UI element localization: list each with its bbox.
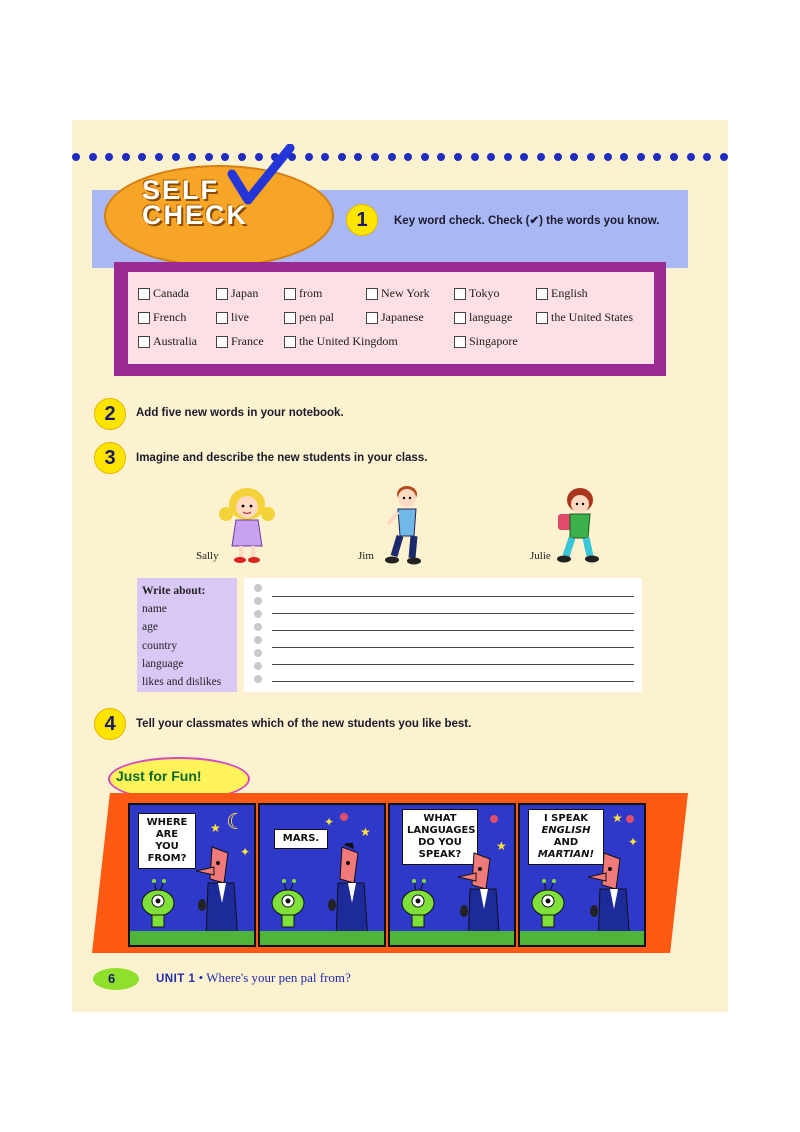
writing-line[interactable] [272,630,634,631]
word-item[interactable]: English [536,286,588,301]
checkbox[interactable] [454,312,466,324]
planet-icon [490,815,498,823]
checkbox[interactable] [138,336,150,348]
checkbox[interactable] [216,288,228,300]
question-number-2: 2 [94,398,126,430]
checkbox[interactable] [454,336,466,348]
bullet-icon [254,597,262,605]
checkmark-icon [226,144,296,208]
star-icon: ★ [496,839,507,853]
alien-icon [270,879,306,931]
write-about-item: name [142,603,167,616]
writing-line[interactable] [272,664,634,665]
dotted-divider [72,150,728,164]
checkbox[interactable] [138,288,150,300]
question-1-text: Key word check. Check (✔) the words you know. [394,215,660,227]
page-number: 6 [108,971,116,986]
grass-ground [390,931,514,945]
planet-icon [340,813,348,821]
word-item[interactable]: French [138,310,186,325]
footer-unit-title [156,970,351,986]
checkbox[interactable] [138,312,150,324]
word-item[interactable]: language [454,310,512,325]
question-3-text: Imagine and describe the new students in your class. [136,452,428,464]
writing-line[interactable] [272,647,634,648]
bullet-icon [254,649,262,657]
girl-sally-illustration [218,484,276,566]
star-icon: ★ [612,811,623,825]
star-icon: ✦ [628,835,639,849]
bullet-icon [254,623,262,631]
student-name: Julie [530,550,551,562]
alien-icon [140,879,176,931]
boy-jim-illustration [380,482,430,568]
question-number-1: 1 [346,204,378,236]
man-reporter-icon [324,843,380,943]
word-item[interactable]: from [284,286,322,301]
comic-panel-1 [128,803,256,947]
alien-icon [530,879,566,931]
word-item[interactable]: the United States [536,310,633,325]
word-item[interactable]: pen pal [284,310,334,325]
student-name: Sally [196,550,219,562]
self-check-title: SELF CHECK [142,175,249,230]
grass-ground [520,931,644,945]
unit-label: UNIT 1 [156,973,196,985]
write-about-list [142,582,221,691]
star-icon: ★ [360,825,371,839]
checkbox[interactable] [536,288,548,300]
checkbox[interactable] [216,312,228,324]
checkbox[interactable] [366,288,378,300]
checkbox[interactable] [366,312,378,324]
bullet-icon [254,636,262,644]
moon-icon: ☾ [226,809,246,834]
student-name: Jim [358,550,374,562]
word-item[interactable]: Canada [138,286,189,301]
page-number-badge [93,968,139,990]
bullet-icon [254,584,262,592]
grass-ground [130,931,254,945]
write-about-item: age [142,621,158,634]
man-reporter-icon [194,843,250,943]
question-2-text: Add five new words in your notebook. [136,407,344,419]
word-item[interactable]: France [216,334,264,349]
write-about-item: country [142,639,178,652]
question-4-text: Tell your classmates which of the new students you like best. [136,718,472,730]
word-item[interactable]: Singapore [454,334,518,349]
checkbox[interactable] [284,336,296,348]
star-icon: ✦ [240,845,251,859]
writing-line[interactable] [272,596,634,597]
bullet-icon [254,662,262,670]
just-for-fun-label: Just for Fun! [116,768,202,784]
writing-line[interactable] [272,613,634,614]
word-item[interactable]: Tokyo [454,286,500,301]
question-number-3: 3 [94,442,126,474]
word-item[interactable]: Japanese [366,310,424,325]
speech-bubble: WHERE ARE YOU FROM? [138,813,196,869]
alien-icon [400,879,436,931]
checkbox[interactable] [454,288,466,300]
unit-title: Where's your pen pal from? [206,970,351,985]
planet-icon [626,815,634,823]
comic-panel-4 [518,803,646,947]
comic-panel-2 [258,803,386,947]
comic-panel-3 [388,803,516,947]
checkbox[interactable] [536,312,548,324]
checkbox[interactable] [216,336,228,348]
star-icon: ✦ [324,815,335,829]
write-about-item: likes and dislikes [142,676,222,689]
speech-bubble: MARS. [274,829,328,849]
writing-line[interactable] [272,681,634,682]
word-item[interactable]: Japan [216,286,258,301]
checkbox[interactable] [284,312,296,324]
speech-bubble: I SPEAK ENGLISH AND MARTIAN! [528,809,604,865]
word-item[interactable]: Australia [138,334,197,349]
grass-ground [260,931,384,945]
write-about-item: language [142,657,184,670]
bullet-icon [254,675,262,683]
question-number-4: 4 [94,708,126,740]
star-icon: ★ [210,821,221,835]
word-item[interactable]: live [216,310,249,325]
write-about-header: Write about: [142,585,206,597]
word-item[interactable]: New York [366,286,430,301]
speech-bubble: WHAT LANGUAGES DO YOU SPEAK? [402,809,478,865]
girl-julie-illustration [548,484,608,566]
checkbox[interactable] [284,288,296,300]
bullet-icon [254,610,262,618]
word-item[interactable]: the United Kingdom [284,334,398,349]
footer-separator: • [198,970,204,985]
